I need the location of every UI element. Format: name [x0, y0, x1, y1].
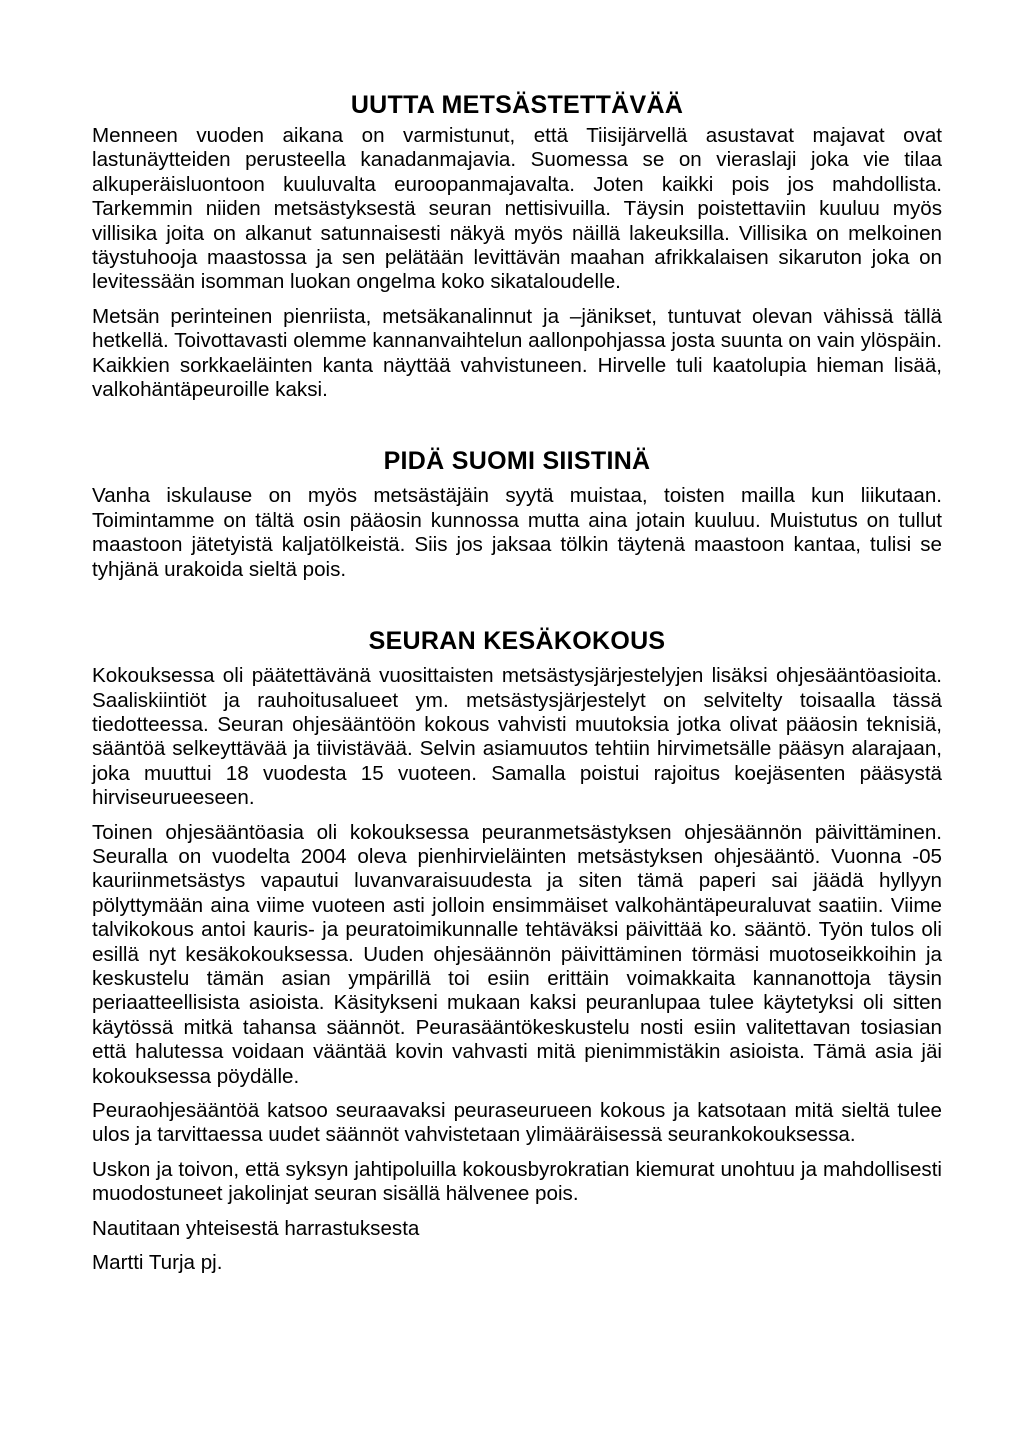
- paragraph-kokous: Kokouksessa oli päätettävänä vuosittaisten metsästysjärjestelyjen lisäksi ohjesääntöasioita. Saaliskiintiöt ja rauhoitusalueet ym. metsästysjärjestelyt on selvitelty toisaalla tässä tiedotteessa. Seuran ohjesääntöön kokous vahvisti muutoksia jotka olivat pääosin teknisiä, sääntöä selkeyttävää ja tiivistävää. Selvin asiamuutos tehtiin hirvimetsälle pääsyn alarajaan, joka muuttui 18 vuodesta 15 vuoteen. Samalla poistui rajoitus koejäsenten pääsystä hirviseurueeseen.: [92, 664, 942, 810]
- paragraph-pienriista: Metsän perinteinen pienriista, metsäkanalinnut ja –jänikset, tuntuvat olevan vähissä tällä hetkellä. Toivottavasti olemme kannanvaihtelun aallonpohjassa josta suunta on vain ylöspäin. Kaikkien sorkkaeläinten kanta näyttää vahvistuneen. Hirvelle tuli kaatolupia hieman lisää, valkohäntäpeuroille kaksi.: [92, 304, 942, 402]
- closing-line: Nautitaan yhteisestä harrastuksesta: [92, 1216, 420, 1240]
- section-title-seuran-kesakokous: SEURAN KESÄKOKOUS: [368, 627, 666, 656]
- section-title-pida-suomi-siistina: PIDÄ SUOMI SIISTINÄ: [383, 447, 651, 476]
- section-title-uutta-metsastettavaa: UUTTA METSÄSTETTÄVÄÄ: [350, 91, 684, 119]
- paragraph-ohjesaanto: Toinen ohjesääntöasia oli kokouksessa peuranmetsästyksen ohjesäännön päivittäminen. Seuralla on vuodelta 2004 oleva pienhirvieläinten metsästyksen ohjesääntö. Vuonna -05 kauriinmetsästys vapautui luvanvaraisuudesta ja siten tämä paperi sai jäädä hyllyyn pölyttymään aina viime vuoteen asti jolloin ensimmäiset valkohäntäpeuraluvat saatiin. Viime talvikokous antoi kauris- ja peuratoimikunnalle tehtäväksi päivittää ko. sääntö. Työn tulos oli esillä nyt kesäkokouksessa. Uuden ohjesäännön päivittäminen törmäsi muotoseikkoihin ja keskustelu tämän asian ympärillä toi esiin erittäin voimakkaita kannanottoja täysin periaatteellisista asioista. Käsitykseni mukaan kaksi peuranlupaa tulee käytetyksi oli sitten käytössä mitkä tahansa säännöt. Peurasääntökeskustelu nosti esiin valitettavan tosiasian että halutessa voidaan vääntää kovin vahvasti mitä pienimmistäkin asioista. Tämä asia jäi kokouksessa pöydälle.: [92, 820, 942, 1088]
- paragraph-iskulause: Vanha iskulause on myös metsästäjäin syytä muistaa, toisten mailla kun liikutaan. Toimintamme on tältä osin pääosin kunnossa mutta aina jotain kuuluu. Muistutus on tullut maastoon jätetyistä kaljatölkeistä. Siis jos jaksaa tölkin täytenä maastoon kantaa, tulisi se tyhjänä urakoida sieltä pois.: [92, 484, 942, 581]
- paragraph-uskon-ja-toivon: Uskon ja toivon, että syksyn jahtipoluilla kokousbyrokratian kiemurat unohtuu ja mahdollisesti muodostuneet jakolinjat seuran sisällä hälvenee pois.: [92, 1157, 942, 1206]
- signature: Martti Turja pj.: [92, 1251, 223, 1275]
- paragraph-peuraohjesaanto: Peuraohjesääntöä katsoo seuraavaksi peuraseurueen kokous ja katsotaan mitä sieltä tulee ulos ja tarvittaessa uudet säännöt vahvistetaan ylimääräisessä seurankokouksessa.: [92, 1099, 942, 1147]
- paragraph-majavat: Menneen vuoden aikana on varmistunut, että Tiisijärvellä asustavat majavat ovat lastunäytteiden perusteella kanadanmajavia. Suomessa se on vieraslaji joka vie tilaa alkuperäisluontoon kuuluvalta euroopanmajavalta. Joten kaikki pois jos mahdollista. Tarkemmin niiden metsästyksestä seuran nettisivuilla. Täysin poistettaviin kuuluu myös villisika joita on alkanut satunnaisesti näkyä myös näillä lakeuksilla. Villisika on melkoinen täystuhooja maastossa ja sen pelätään levittävän maahan afrikkalaisen sikaruton joka on levitessään isomman luokan ongelma koko sikataloudelle.: [92, 124, 942, 294]
- document-page: [92, 90, 942, 1275]
